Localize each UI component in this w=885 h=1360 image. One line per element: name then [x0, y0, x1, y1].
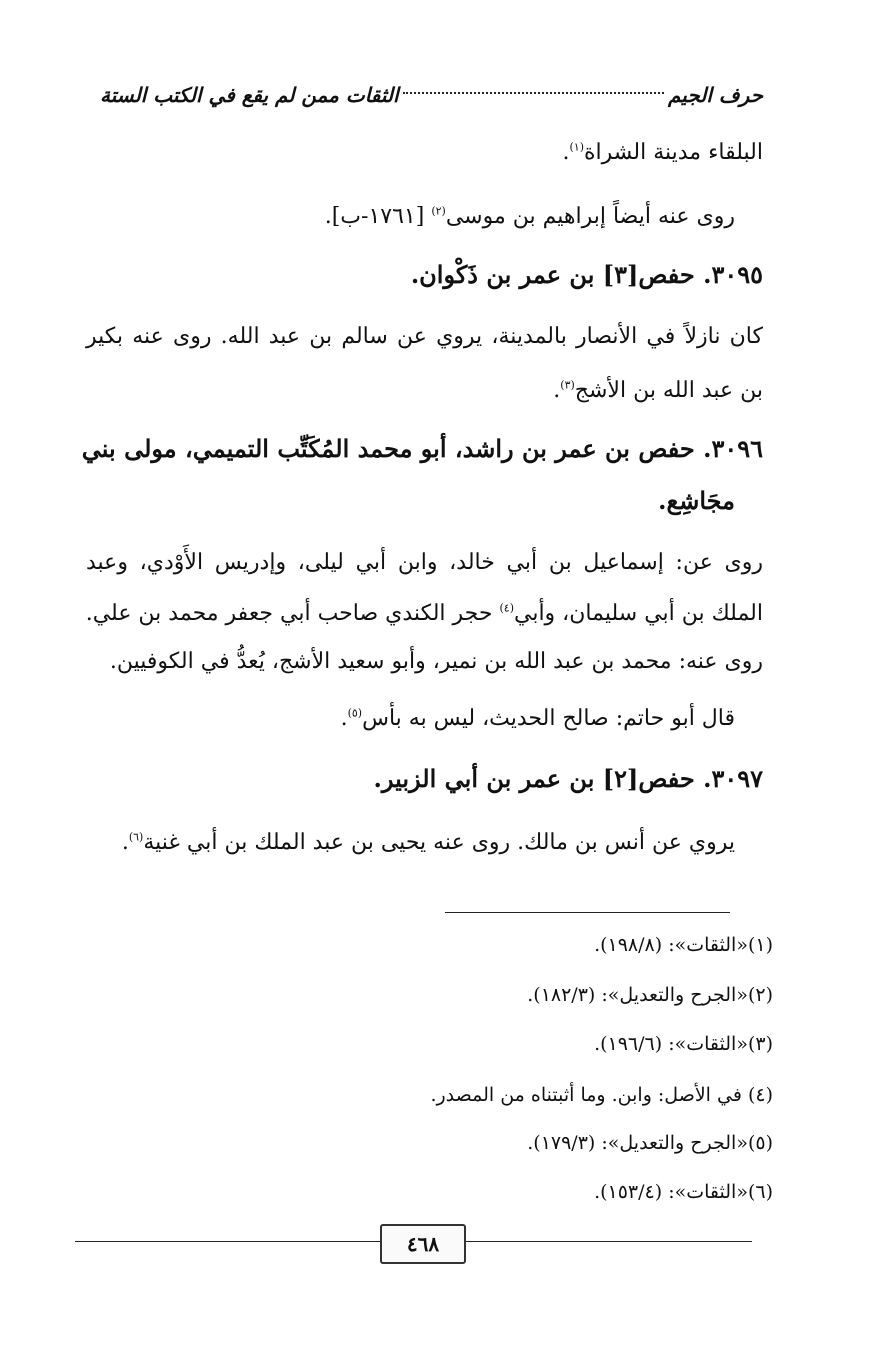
body-line: بن عبد الله بن الأشج$^{(٣)}$. — [553, 378, 763, 403]
body-line: كان نازلاً في الأنصار بالمدينة، يروي عن سالم بن عبد الله. روى عنه بكير — [86, 324, 763, 349]
page-number: ٤٦٨ — [380, 1224, 466, 1264]
footnote-5: (٥)«الجرح والتعديل»: (١٧٩/٣). — [527, 1132, 773, 1154]
body-line: البلقاء مدينة الشراة$^{(١)}$. — [562, 140, 763, 165]
body-line: روى عن: إسماعيل بن أبي خالد، وابن أبي ليلى، وإدريس الأَوْدي، وعبد — [86, 550, 763, 575]
footnote-4: (٤) في الأصل: وابن. وما أثبتناه من المصدر. — [430, 1084, 773, 1106]
header-book-title: الثقات ممن لم يقع في الكتب الستة — [100, 83, 399, 107]
body-line: روى عنه: محمد بن عبد الله بن نمير، وأبو سعيد الأشج، يُعدُّ في الكوفيين. — [109, 649, 763, 674]
footer-rule-left — [75, 1241, 380, 1242]
body-line: روى عنه أيضاً إبراهيم بن موسى$^{(٢)}$ [١٧٦١-ب]. — [324, 204, 735, 229]
entry-heading-3096: ٣٠٩٦. حفص بن عمر بن راشد، أبو محمد المُكَتِّب التميمي، مولى بني — [81, 434, 763, 463]
header-leader-dots — [403, 91, 664, 94]
entry-heading-3095: ٣٠٩٥. حفص[٣] بن عمر بن ذَكْوان. — [410, 260, 763, 289]
running-header — [100, 78, 763, 112]
body-line: يروي عن أنس بن مالك. روى عنه يحيى بن عبد الملك بن أبي غنية$^{(٦)}$. — [121, 830, 735, 855]
entry-heading-3097: ٣٠٩٧. حفص[٢] بن عمر بن أبي الزبير. — [373, 764, 763, 793]
header-section: حرف الجيم — [668, 83, 763, 107]
footnote-3: (٣)«الثقات»: (١٩٦/٦). — [594, 1033, 773, 1055]
footnote-6: (٦)«الثقات»: (١٥٣/٤). — [594, 1181, 773, 1203]
footnote-separator — [445, 912, 730, 913]
body-line: الملك بن أبي سليمان، وأبي$^{(٤)}$ حجر الكندي صاحب أبي جعفر محمد بن علي. — [85, 601, 763, 626]
body-line: قال أبو حاتم: صالح الحديث، ليس به بأس$^{(٥)}$. — [340, 706, 735, 731]
footer-rule-right — [462, 1241, 752, 1242]
entry-heading-3096-cont: مجَاشِع. — [658, 486, 735, 515]
footnote-2: (٢)«الجرح والتعديل»: (١٨٢/٣). — [527, 984, 773, 1006]
footnote-1: (١)«الثقات»: (١٩٨/٨). — [594, 934, 773, 956]
